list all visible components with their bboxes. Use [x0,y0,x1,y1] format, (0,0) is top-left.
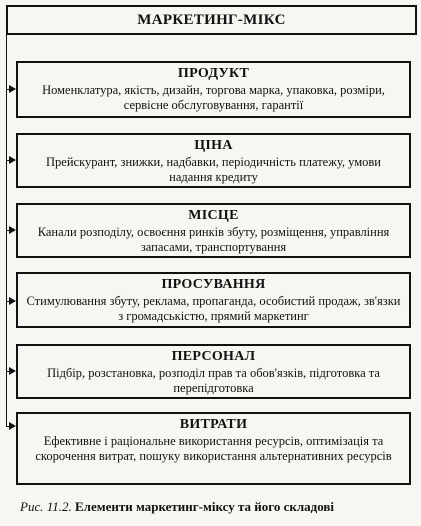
arrow-price [9,156,16,164]
box-promotion [16,272,411,328]
box-personnel [16,344,411,399]
box-desc-price: Прейскурант, знижки, надбавки, періодичність платежу, умови надання кредиту [46,155,381,184]
figure-caption-text: Елементи маркетинг-міксу та його складові [75,499,335,514]
box-desc-personnel: Підбір, розстановка, розподіл прав та обов'язків, підготовка та перепідготовка [47,366,380,395]
arrow-promotion [9,297,16,305]
figure-caption [20,499,420,515]
arrow-costs [9,422,16,430]
diagram-title [6,5,417,35]
box-title-promotion: ПРОСУВАННЯ [161,277,266,292]
arrow-place [9,226,16,234]
box-title-personnel: ПЕРСОНАЛ [171,349,256,364]
box-costs [16,412,411,485]
box-title-product: ПРОДУКТ [177,66,250,81]
box-title-costs: ВИТРАТИ [179,417,248,432]
box-desc-place: Канали розподілу, освоєння ринків збуту, розміщення, управління запасами, транспортування [37,225,390,254]
box-desc-costs: Ефективне і раціональне використання ресурсів, оптимізація та скорочення витрат, пошуку використання альтернативних ресурсів [35,434,392,463]
arrow-product [9,85,16,93]
box-price [16,133,411,188]
box-desc-product: Номенклатура, якість, дизайн, торгова марка, упаковка, розміри, сервісне обслуговування, гарантії [42,83,385,112]
box-desc-promotion: Стимулювання збуту, реклама, пропаганда, особистий продаж, зв'язки з громадськістю, прямий маркетинг [26,294,401,323]
box-product [16,61,411,118]
spine-line [6,35,7,427]
arrow-personnel [9,367,16,375]
box-title-place: МІСЦЕ [188,208,239,223]
box-title-price: ЦІНА [194,138,233,153]
box-place [16,203,411,258]
diagram-title-text: МАРКЕТИНГ-МІКС [137,11,286,28]
figure-caption-ref: Рис. 11.2. [20,499,72,514]
